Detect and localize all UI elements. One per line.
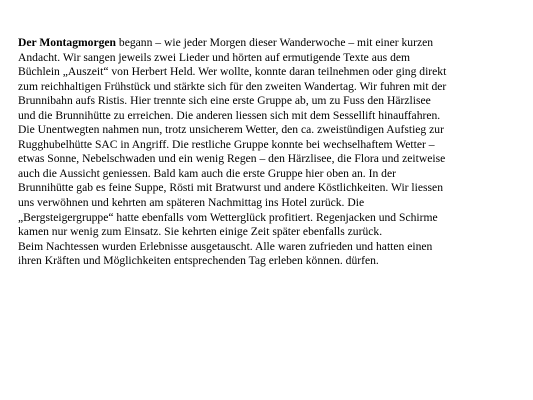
text-line-13: „Bergsteigergruppe“ hatte ebenfalls vom Wetterglück profitiert. Regenjacken und Schirme (18, 210, 438, 224)
text-line-14: kamen nur wenig zum Einsatz. Sie kehrten einige Zeit später ebenfalls zurück. (18, 225, 383, 239)
text-line-4: zum reichhaltigen Frühstück und stärkte sich für den zweiten Wandertag. Wir fuhren mit der (18, 79, 447, 93)
text-line-1 (18, 36, 518, 51)
report-paragraph (18, 36, 518, 269)
lead-text: begann – wie jeder Morgen dieser Wanderwoche – mit einer kurzen (116, 36, 434, 49)
text-line-6: und die Brunnihütte zu erreichen. Die anderen liessen sich mit dem Sessellift hinauffahren. (18, 108, 441, 122)
text-line-7: Die Unentwegten nahmen nun, trotz unsicherem Wetter, den ca. zweistündigen Aufstieg zur (18, 123, 444, 137)
text-line-12: uns verwöhnen und kehrten am späteren Nachmittag ins Hotel zurück. Die (18, 196, 365, 210)
text-line-16: ihren Kräften und Möglichkeiten entsprechenden Tag erleben können. dürfen. (18, 254, 379, 268)
text-line-11: Brunnihütte gab es feine Suppe, Rösti mit Bratwurst und andere Köstlichkeiten. Wir liessen (18, 181, 443, 195)
lead-heading: Der Montagmorgen (18, 36, 116, 49)
text-line-2: Andacht. Wir sangen jeweils zwei Lieder und hörten auf ermutigende Texte aus dem (18, 50, 411, 64)
text-line-9: etwas Sonne, Nebelschwaden und ein wenig Regen – den Härzlisee, die Flora und zeitweise (18, 152, 446, 166)
text-line-8: Rugghubelhütte SAC in Angriff. Die restliche Gruppe konnte bei wechselhaftem Wetter – (18, 137, 435, 151)
text-line-5: Brunnibahn aufs Ristis. Hier trennte sich eine erste Gruppe ab, um zu Fuss den Härzlisee (18, 94, 431, 108)
text-line-10: auch die Aussicht geniessen. Bald kam auch die erste Gruppe hier oben an. In der (18, 166, 396, 180)
text-line-15: Beim Nachtessen wurden Erlebnisse ausgetauscht. Alle waren zufrieden und hatten einen (18, 239, 433, 253)
text-line-3: Büchlein „Auszeit“ von Herbert Held. Wer wollte, konnte daran teilnehmen oder ging direkt (18, 65, 447, 79)
